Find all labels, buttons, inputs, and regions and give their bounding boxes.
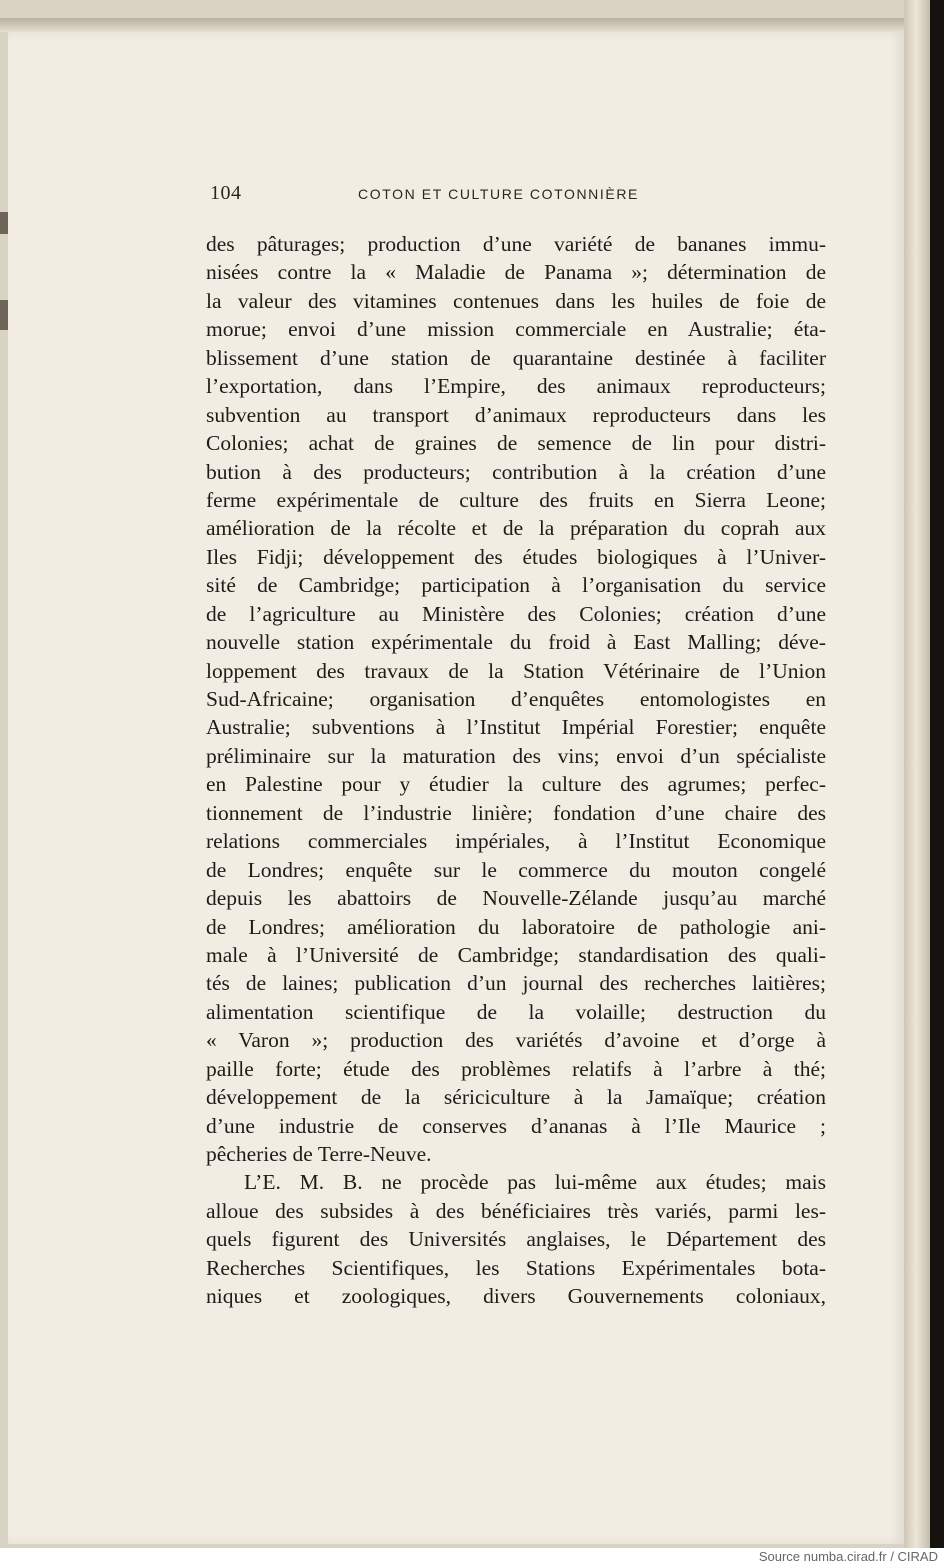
paragraph-end-line: pêcheries de Terre-Neuve. bbox=[206, 1142, 432, 1166]
source-credit: Source numba.cirad.fr / CIRAD bbox=[758, 1549, 938, 1564]
text-line: sité de Cambridge; participation à l’organisation du service bbox=[206, 573, 826, 598]
text-line: depuis les abattoirs de Nouvelle-Zélande jusqu’au marché bbox=[206, 886, 826, 911]
margin-mark bbox=[0, 300, 8, 330]
text-line: « Varon »; production des variétés d’avoine et d’orge à bbox=[206, 1028, 826, 1053]
book-top-edge bbox=[0, 18, 944, 32]
text-line: subvention au transport d’animaux reproducteurs dans les bbox=[206, 402, 826, 427]
text-line: loppement des travaux de la Station Vétérinaire de l’Union bbox=[206, 658, 826, 683]
book-spine-shadow bbox=[930, 0, 944, 1548]
running-title: COTON ET CULTURE COTONNIÈRE bbox=[358, 186, 639, 202]
text-line: bution à des producteurs; contribution à la création d’une bbox=[206, 459, 826, 484]
text-line: amélioration de la récolte et de la préparation du coprah aux bbox=[206, 516, 826, 541]
text-line: niques et zoologiques, divers Gouvernements coloniaux, bbox=[206, 1284, 826, 1309]
text-line: d’une industrie de conserves d’ananas à l’Ile Maurice ; bbox=[206, 1113, 826, 1138]
text-line: Iles Fidji; développement des études biologiques à l’Univer- bbox=[206, 544, 826, 569]
text-line: Sud-Africaine; organisation d’enquêtes entomologistes en bbox=[206, 687, 826, 711]
text-line: relations commerciales impériales, à l’Institut Economique bbox=[206, 829, 826, 854]
text-line: nouvelle station expérimentale du froid à East Malling; déve- bbox=[206, 630, 826, 655]
text-line: la valeur des vitamines contenues dans les huiles de foie de bbox=[206, 288, 826, 313]
text-line: de Londres; enquête sur le commerce du mouton congelé bbox=[206, 857, 826, 882]
paragraph-start-line: L’E. M. B. ne procède pas lui-même aux études; mais bbox=[244, 1170, 826, 1195]
text-line: en Palestine pour y étudier la culture des agrumes; perfec- bbox=[206, 772, 826, 797]
margin-mark bbox=[0, 212, 8, 234]
text-line: male à l’Université de Cambridge; standardisation des quali- bbox=[206, 942, 826, 967]
text-line: préliminaire sur la maturation des vins; envoi d’un spécialiste bbox=[206, 743, 826, 768]
text-line: Colonies; achat de graines de semence de lin pour distri- bbox=[206, 431, 826, 456]
text-line: des pâturages; production d’une variété de bananes immu- bbox=[206, 232, 826, 256]
text-line: paille forte; étude des problèmes relatifs à l’arbre à thé; bbox=[206, 1056, 826, 1081]
text-line: Recherches Scientifiques, les Stations Expérimentales bota- bbox=[206, 1255, 826, 1280]
text-line: de l’agriculture au Ministère des Colonies; création d’une bbox=[206, 601, 826, 626]
text-line: Australie; subventions à l’Institut Impérial Forestier; enquête bbox=[206, 715, 826, 740]
text-line: nisées contre la « Maladie de Panama »; détermination de bbox=[206, 260, 826, 285]
text-line: quels figurent des Universités anglaises, le Département des bbox=[206, 1227, 826, 1252]
page-number: 104 bbox=[210, 182, 242, 204]
text-line: ferme expérimentale de culture des fruits en Sierra Leone; bbox=[206, 487, 826, 512]
running-head bbox=[210, 182, 830, 210]
text-line: l’exportation, dans l’Empire, des animaux reproducteurs; bbox=[206, 374, 826, 399]
text-line: alloue des subsides à des bénéficiaires très variés, parmi les- bbox=[206, 1198, 826, 1223]
text-line: de Londres; amélioration du laboratoire de pathologie ani- bbox=[206, 914, 826, 939]
body-text bbox=[206, 230, 826, 1311]
text-line: alimentation scientifique de la volaille; destruction du bbox=[206, 999, 826, 1024]
text-line: tés de laines; publication d’un journal des recherches laitières; bbox=[206, 971, 826, 996]
text-line: blissement d’une station de quarantaine destinée à faciliter bbox=[206, 345, 826, 370]
text-line: tionnement de l’industrie linière; fondation d’une chaire des bbox=[206, 800, 826, 825]
footer-bar bbox=[0, 1548, 944, 1566]
text-line: morue; envoi d’une mission commerciale en Australie; éta- bbox=[206, 317, 826, 342]
text-line: développement de la sériciculture à la Jamaïque; création bbox=[206, 1085, 826, 1110]
